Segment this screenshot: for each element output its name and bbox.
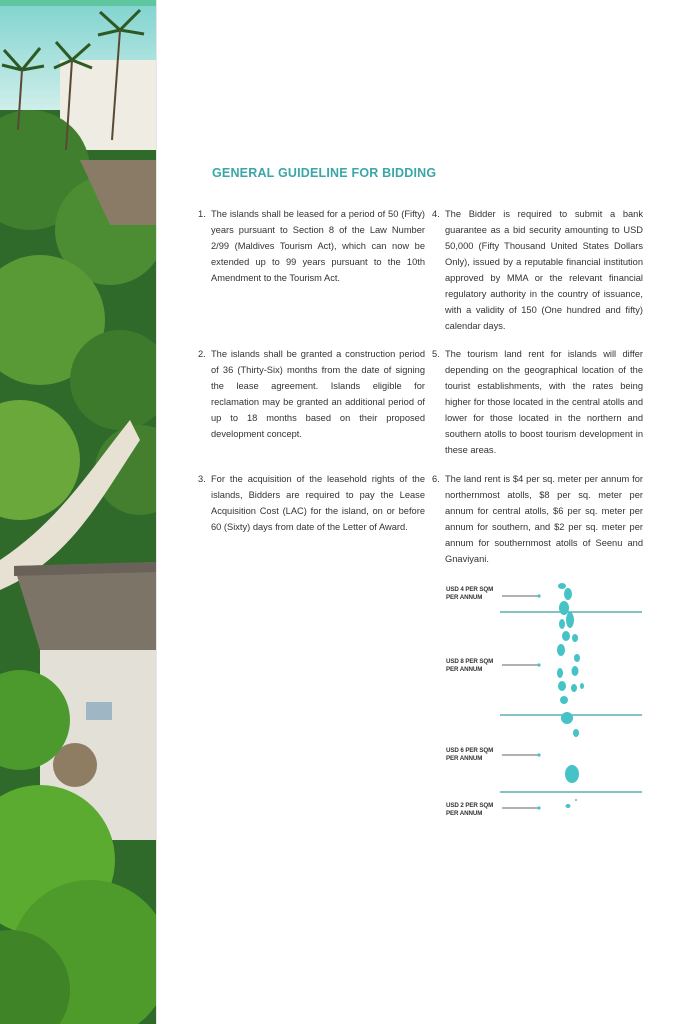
item-text: The islands shall be leased for a period of 50 (Fifty) years pursuant to Section 8 of the Law Number 2/99 (Maldives Tourism Act), which can now be extended up to 99 years pursuant to the 10th Amendment to the Tourism Act. bbox=[211, 209, 425, 283]
page-title: GENERAL GUIDELINE FOR BIDDING bbox=[212, 166, 437, 180]
atoll-shapes bbox=[557, 583, 584, 808]
item-number: 4. bbox=[432, 209, 440, 219]
guideline-item bbox=[432, 471, 643, 567]
guideline-item bbox=[198, 346, 425, 442]
item-text: The land rent is $4 per sq. meter per annum for northernmost atolls, $8 per sq. meter per annum for central atolls, $6 per sq. meter per annum for southern, and $2 per sq. meter per annum for southernmost atolls of Seenu and Gnaviyani. bbox=[445, 474, 643, 564]
item-text: The islands shall be granted a construction period of 36 (Thirty-Six) months from the date of signing the lease agreement. Islands eligible for reclamation may be granted an additional period of up to 18 months based on their proposed development concept. bbox=[211, 349, 425, 439]
pointer-dots bbox=[537, 594, 540, 809]
rent-zone-label: USD 2 PER SQM PER ANNUM bbox=[446, 802, 494, 817]
pointer-lines bbox=[502, 596, 538, 808]
rent-zone-label: USD 8 PER SQM PER ANNUM bbox=[446, 658, 494, 673]
guideline-item bbox=[198, 206, 425, 286]
rent-zone-label: USD 4 PER SQM PER ANNUM bbox=[446, 586, 494, 601]
guideline-item bbox=[432, 206, 643, 334]
item-number: 5. bbox=[432, 349, 440, 359]
item-number: 6. bbox=[432, 474, 440, 484]
item-text: The Bidder is required to submit a bank guarantee as a bid security amounting to USD 50,000 (Fifty Thousand United States Dollars Only), issued by a reputable financial institution approved by MMA or the relevant financial regulatory authority in the country of issuance, with a validity of 150 (One hundred and fifty) calendar days. bbox=[445, 209, 643, 331]
item-number: 1. bbox=[198, 209, 206, 219]
maldives-atoll-map bbox=[500, 578, 644, 818]
resort-photo bbox=[0, 0, 157, 1024]
guideline-item bbox=[432, 346, 643, 458]
rent-zone-label: USD 6 PER SQM PER ANNUM bbox=[446, 747, 494, 762]
item-number: 2. bbox=[198, 349, 206, 359]
guideline-item bbox=[198, 471, 425, 535]
zone-dividers bbox=[500, 612, 642, 792]
item-number: 3. bbox=[198, 474, 206, 484]
item-text: The tourism land rent for islands will differ depending on the geographical location of the tourist establishments, with the rates being higher for those located in the central atolls and lower for those located in the northern and southern atolls to boost tourism development in these areas. bbox=[445, 349, 643, 455]
item-text: For the acquisition of the leasehold rights of the islands, Bidders are required to pay the Lease Acquisition Cost (LAC) for the island, on or before 60 (Sixty) days from date of the Letter of Award. bbox=[211, 474, 425, 532]
